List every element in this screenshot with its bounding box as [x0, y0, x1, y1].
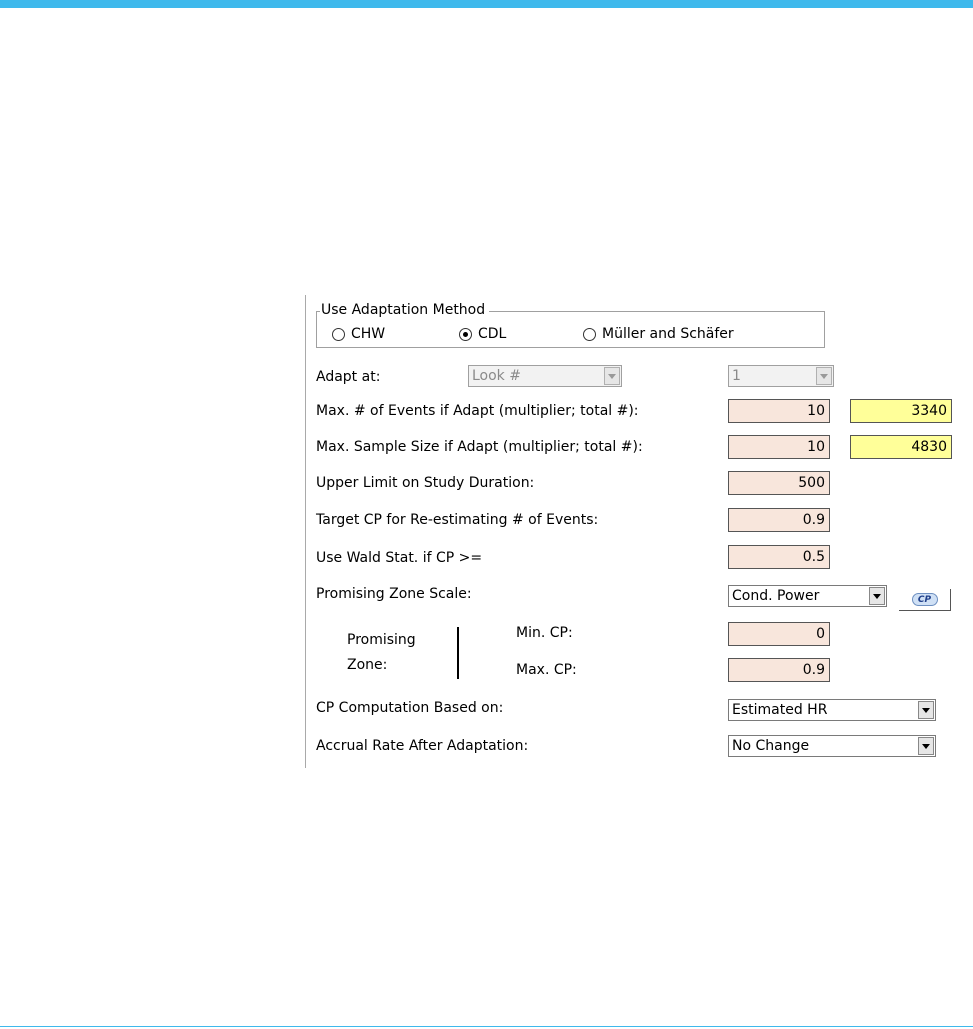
accrual-rate-label: Accrual Rate After Adaptation:	[316, 738, 529, 754]
adapt-at-look-value: 1	[732, 368, 741, 384]
adapt-at-mode-value: Look #	[472, 368, 521, 384]
cp-button[interactable]	[899, 589, 951, 611]
wald-stat-input[interactable]: 0.5	[728, 545, 830, 569]
chevron-down-icon	[918, 701, 934, 719]
chevron-down-icon	[918, 737, 934, 755]
radio-chw[interactable]	[332, 325, 385, 343]
radio-label-cdl: CDL	[478, 326, 507, 342]
max-sample-multiplier-input[interactable]: 10	[728, 435, 830, 459]
max-cp-input[interactable]: 0.9	[728, 658, 830, 682]
radio-circle-icon	[332, 328, 345, 341]
max-events-label: Max. # of Events if Adapt (multiplier; total #):	[316, 403, 639, 419]
max-sample-label: Max. Sample Size if Adapt (multiplier; total #):	[316, 439, 643, 455]
target-cp-label: Target CP for Re-estimating # of Events:	[316, 512, 599, 528]
min-cp-label: Min. CP:	[516, 625, 573, 641]
radio-muller-schafer[interactable]	[583, 325, 734, 343]
adapt-at-look-select[interactable]	[728, 365, 834, 387]
chevron-down-icon	[604, 367, 620, 385]
radio-circle-icon	[583, 328, 596, 341]
accrual-rate-select[interactable]	[728, 735, 936, 757]
wald-stat-label: Use Wald Stat. if CP >=	[316, 550, 483, 566]
top-accent-bar	[0, 0, 973, 8]
target-cp-input[interactable]: 0.9	[728, 508, 830, 532]
promising-scale-select[interactable]	[728, 585, 887, 607]
study-duration-input[interactable]: 500	[728, 471, 830, 495]
radio-checked-icon	[459, 328, 472, 341]
max-events-total-field: 3340	[850, 399, 952, 423]
promising-zone-label-line1: Promising	[347, 632, 416, 648]
cp-basis-value: Estimated HR	[732, 702, 828, 718]
min-cp-input[interactable]: 0	[728, 622, 830, 646]
study-duration-label: Upper Limit on Study Duration:	[316, 475, 535, 491]
bottom-accent-line	[0, 1026, 973, 1027]
adapt-at-mode-select[interactable]	[468, 365, 622, 387]
max-cp-label: Max. CP:	[516, 662, 577, 678]
max-events-multiplier-input[interactable]: 10	[728, 399, 830, 423]
adaptation-method-title: Use Adaptation Method	[320, 301, 489, 319]
radio-label-chw: CHW	[351, 326, 386, 342]
max-sample-total-field: 4830	[850, 435, 952, 459]
adapt-at-label: Adapt at:	[316, 369, 381, 385]
promising-zone-label-line2: Zone:	[347, 657, 388, 673]
chevron-down-icon	[816, 367, 832, 385]
settings-panel	[305, 295, 965, 768]
cp-basis-select[interactable]	[728, 699, 936, 721]
radio-label-muller-schafer: Müller and Schäfer	[602, 326, 734, 342]
chevron-down-icon	[869, 587, 885, 605]
promising-scale-value: Cond. Power	[732, 588, 820, 604]
promising-scale-label: Promising Zone Scale:	[316, 586, 472, 602]
cp-basis-label: CP Computation Based on:	[316, 700, 504, 716]
radio-cdl[interactable]	[459, 325, 506, 343]
accrual-rate-value: No Change	[732, 738, 810, 754]
cp-icon: CP	[912, 593, 938, 606]
promising-zone-divider	[457, 627, 459, 679]
